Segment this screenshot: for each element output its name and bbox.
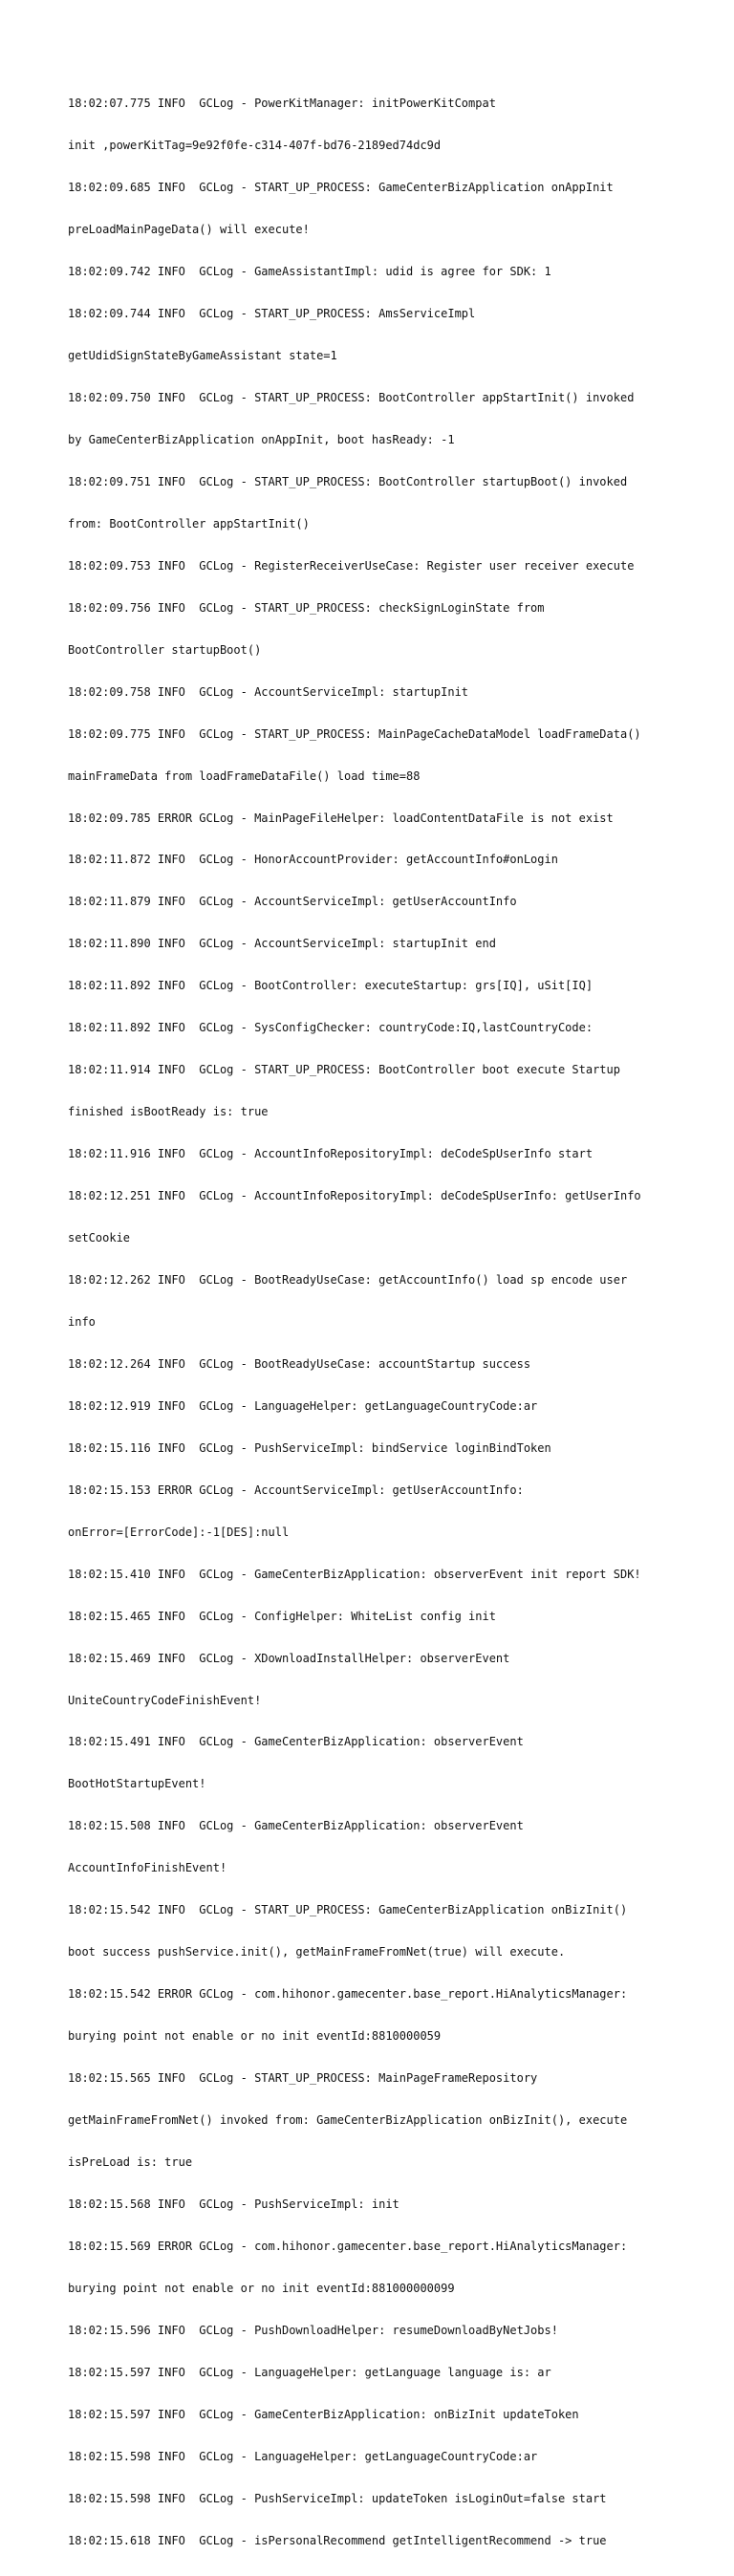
- log-line: AccountInfoFinishEvent!: [68, 1861, 227, 1875]
- log-line: 18:02:15.542 INFO GCLog - START_UP_PROCESS: GameCenterBizApplication onBizInit(): [68, 1903, 628, 1917]
- log-line: 18:02:15.410 INFO GCLog - GameCenterBizApplication: observerEvent init report SDK!: [68, 1567, 641, 1581]
- log-line: 18:02:12.264 INFO GCLog - BootReadyUseCase: accountStartup success: [68, 1356, 531, 1371]
- log-line: 18:02:07.775 INFO GCLog - PowerKitManager: initPowerKitCompat: [68, 97, 496, 111]
- log-line: 18:02:09.685 INFO GCLog - START_UP_PROCESS: GameCenterBizApplication onAppInit: [68, 181, 614, 195]
- log-line: 18:02:15.598 INFO GCLog - LanguageHelper: getLanguageCountryCode:ar: [68, 2449, 538, 2463]
- log-line: preLoadMainPageData() will execute!: [68, 223, 310, 237]
- log-line: 18:02:11.872 INFO GCLog - HonorAccountProvider: getAccountInfo#onLogin: [68, 853, 558, 867]
- log-line: 18:02:15.596 INFO GCLog - PushDownloadHelper: resumeDownloadByNetJobs!: [68, 2323, 558, 2337]
- log-line: isPreLoad is: true: [68, 2155, 193, 2170]
- log-line: 18:02:15.116 INFO GCLog - PushServiceImpl: bindService loginBindToken: [68, 1440, 551, 1455]
- log-line: 18:02:15.153 ERROR GCLog - AccountServiceImpl: getUserAccountInfo:: [68, 1483, 524, 1497]
- log-line: 18:02:15.569 ERROR GCLog - com.hihonor.gamecenter.base_report.HiAnalyticsManager:: [68, 2239, 628, 2253]
- log-line: 18:02:09.785 ERROR GCLog - MainPageFileHelper: loadContentDataFile is not exist: [68, 811, 614, 825]
- log-line: 18:02:11.914 INFO GCLog - START_UP_PROCESS: BootController boot execute Startup: [68, 1063, 620, 1077]
- log-line: by GameCenterBizApplication onAppInit, boot hasReady: -1: [68, 432, 455, 446]
- log-line: 18:02:12.251 INFO GCLog - AccountInfoRepositoryImpl: deCodeSpUserInfo: getUserInfo: [68, 1189, 641, 1203]
- log-line: 18:02:15.565 INFO GCLog - START_UP_PROCESS: MainPageFrameRepository: [68, 2071, 538, 2086]
- log-line: finished isBootReady is: true: [68, 1105, 269, 1119]
- log-line: 18:02:15.508 INFO GCLog - GameCenterBizApplication: observerEvent: [68, 1819, 524, 1833]
- log-line: BootHotStartupEvent!: [68, 1777, 206, 1791]
- log-line: 18:02:15.465 INFO GCLog - ConfigHelper: WhiteList config init: [68, 1609, 496, 1623]
- log-line: 18:02:09.756 INFO GCLog - START_UP_PROCESS: checkSignLoginState from: [68, 600, 545, 615]
- log-line: BootController startupBoot(): [68, 642, 262, 657]
- log-line: UniteCountryCodeFinishEvent!: [68, 1693, 262, 1707]
- log-line: 18:02:09.751 INFO GCLog - START_UP_PROCESS: BootController startupBoot() invoked: [68, 474, 628, 488]
- log-line: mainFrameData from loadFrameDataFile() load time=88: [68, 768, 421, 783]
- log-line: 18:02:12.262 INFO GCLog - BootReadyUseCase: getAccountInfo() load sp encode user: [68, 1273, 628, 1287]
- log-line: 18:02:11.892 INFO GCLog - BootController: executeStartup: grs[IQ], uSit[IQ]: [68, 979, 594, 993]
- log-line: 18:02:09.758 INFO GCLog - AccountServiceImpl: startupInit: [68, 684, 469, 699]
- log-line: 18:02:11.890 INFO GCLog - AccountServiceImpl: startupInit end: [68, 937, 496, 951]
- log-line: 18:02:09.744 INFO GCLog - START_UP_PROCESS: AmsServiceImpl: [68, 307, 476, 321]
- log-line: 18:02:15.598 INFO GCLog - PushServiceImpl: updateToken isLoginOut=false start: [68, 2491, 607, 2505]
- log-line: boot success pushService.init(), getMainFrameFromNet(true) will execute.: [68, 1945, 566, 1959]
- log-line: 18:02:09.753 INFO GCLog - RegisterReceiverUseCase: Register user receiver execute: [68, 558, 635, 573]
- log-line: onError=[ErrorCode]:-1[DES]:null: [68, 1525, 290, 1539]
- log-line: 18:02:15.568 INFO GCLog - PushServiceImpl: init: [68, 2197, 399, 2211]
- log-line: getUdidSignStateByGameAssistant state=1: [68, 349, 337, 363]
- log-line: getMainFrameFromNet() invoked from: GameCenterBizApplication onBizInit(), execute: [68, 2113, 628, 2128]
- log-line: 18:02:15.469 INFO GCLog - XDownloadInstallHelper: observerEvent: [68, 1651, 510, 1665]
- log-line: 18:02:09.775 INFO GCLog - START_UP_PROCESS: MainPageCacheDataModel loadFrameData(): [68, 726, 641, 741]
- log-line: 18:02:11.879 INFO GCLog - AccountServiceImpl: getUserAccountInfo: [68, 895, 517, 909]
- log-line: info: [68, 1314, 96, 1329]
- log-line: 18:02:15.597 INFO GCLog - LanguageHelper: getLanguage language is: ar: [68, 2365, 551, 2379]
- log-line: burying point not enable or no init eventId:881000000099: [68, 2281, 455, 2295]
- log-line: 18:02:09.742 INFO GCLog - GameAssistantImpl: udid is agree for SDK: 1: [68, 265, 551, 279]
- log-line: burying point not enable or no init eventId:8810000059: [68, 2029, 442, 2044]
- log-line: 18:02:15.491 INFO GCLog - GameCenterBizApplication: observerEvent: [68, 1735, 524, 1749]
- log-line: 18:02:12.919 INFO GCLog - LanguageHelper: getLanguageCountryCode:ar: [68, 1398, 538, 1413]
- log-line: 18:02:11.892 INFO GCLog - SysConfigChecker: countryCode:IQ,lastCountryCode:: [68, 1021, 594, 1035]
- log-text-block: [68, 69, 680, 2576]
- log-line: 18:02:15.618 INFO GCLog - isPersonalRecommend getIntelligentRecommend -> true: [68, 2533, 607, 2547]
- log-line: 18:02:15.597 INFO GCLog - GameCenterBizApplication: onBizInit updateToken: [68, 2407, 579, 2421]
- document-page: [68, 69, 680, 2576]
- log-line: 18:02:15.542 ERROR GCLog - com.hihonor.gamecenter.base_report.HiAnalyticsManager:: [68, 1987, 628, 2002]
- log-line: setCookie: [68, 1231, 131, 1245]
- log-line: init ,powerKitTag=9e92f0fe-c314-407f-bd76-2189ed74dc9d: [68, 139, 442, 153]
- log-line: 18:02:11.916 INFO GCLog - AccountInfoRepositoryImpl: deCodeSpUserInfo start: [68, 1147, 594, 1161]
- log-line: from: BootController appStartInit(): [68, 516, 310, 530]
- log-line: 18:02:09.750 INFO GCLog - START_UP_PROCESS: BootController appStartInit() invoked: [68, 390, 635, 404]
